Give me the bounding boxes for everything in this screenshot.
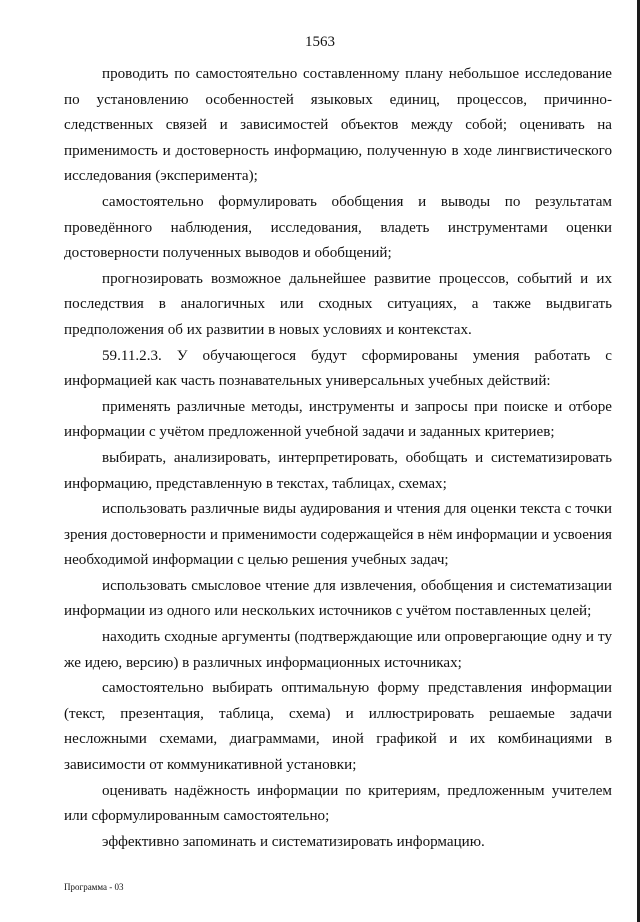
paragraph-reliability: оценивать надёжность информации по критериям, предложенным учителем или сформулированным самостоятельно; (64, 782, 612, 825)
paragraph-memorize: эффективно запоминать и систематизировать информацию. (102, 833, 485, 850)
paragraph-listening-reading: использовать различные виды аудирования и чтения для оценки текста с точки зрения достоверности и применимости содержащейся в нём информации и усвоения необходимой информации с целью решения учебных задач; (64, 501, 612, 569)
paragraph-generalizations: самостоятельно формулировать обобщения и выводы по результатам проведённого наблюдения, исследования, владеть инструментами оценки достоверности полученных выводов и обобщений; (64, 193, 612, 262)
paragraph-similar-arguments: находить сходные аргументы (подтверждающие или опровергающие одну и ту же идею, версию) в различных информационных источниках; (64, 629, 612, 671)
page-number: 1563 (305, 34, 335, 50)
paragraph-research: проводить по самостоятельно составленному плану небольшое исследование по установлению особенностей языковых единиц, процессов, причинно-следственных связей и зависимостей объектов между собой; оценивать на применимость и достоверность информацию, полученную в ходе лингвистического исследования (эксперимента); (64, 66, 612, 185)
paragraph-presentation-form: самостоятельно выбирать оптимальную форму представления информации (текст, презентация, таблица, схема) и иллюстрировать решаемые задачи несложными схемами, диаграммами, иной графикой и их комбинациями в зависимости от коммуникативной установки; (64, 680, 612, 774)
paragraph-semantic-reading: использовать смысловое чтение для извлечения, обобщения и систематизации информации из одного или нескольких источников с учётом поставленных целей; (64, 577, 612, 620)
paragraph-forecasting: прогнозировать возможное дальнейшее развитие процессов, событий и их последствия в аналогичных или сходных ситуациях, а также выдвигать предположения об их развитии в новых условиях и контекстах. (64, 270, 612, 338)
paragraph-analyze-info: выбирать, анализировать, интерпретировать, обобщать и систематизировать информацию, представленную в текстах, таблицах, схемах; (64, 449, 612, 492)
body-text (64, 62, 612, 855)
paragraph-section-59-11-2-3: 59.11.2.3. У обучающегося будут сформированы умения работать с информацией как часть познавательных универсальных учебных действий: (64, 347, 612, 390)
footer-label: Программа - 03 (64, 882, 124, 892)
paragraph-search-methods: применять различные методы, инструменты и запросы при поиске и отборе информации с учётом предложенной учебной задачи и заданных критериев; (64, 398, 612, 441)
